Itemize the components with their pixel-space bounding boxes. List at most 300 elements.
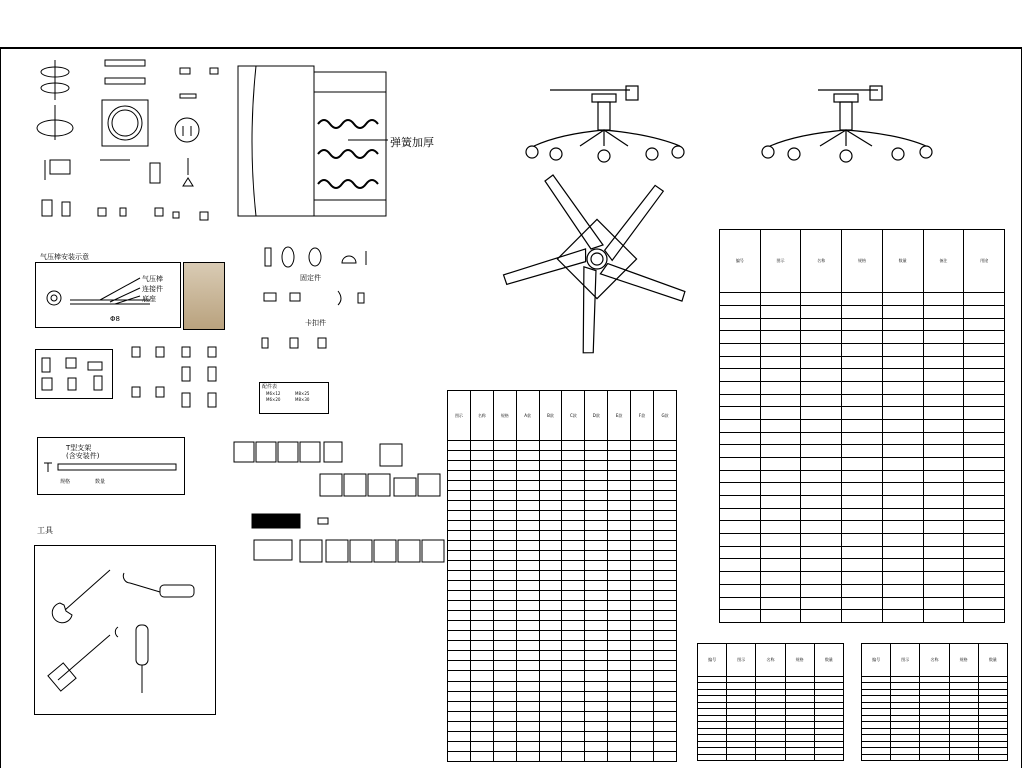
table-row — [720, 293, 1005, 306]
table-header-cell: 备注 — [923, 230, 964, 293]
table-cell — [516, 511, 539, 521]
table-cell — [539, 471, 562, 481]
table-cell — [698, 754, 727, 761]
table-cell — [842, 331, 883, 344]
table-cell — [842, 407, 883, 420]
table-row — [448, 691, 677, 701]
t-bracket-note-2: 数量 — [95, 479, 106, 485]
table-cell — [842, 356, 883, 369]
table-row — [448, 701, 677, 711]
table-cell — [842, 306, 883, 319]
table-cell — [585, 631, 608, 641]
table-cell — [842, 572, 883, 585]
table-cell — [585, 721, 608, 731]
table-cell — [964, 432, 1005, 445]
table-header-cell: E款 — [608, 391, 631, 441]
table-cell — [920, 754, 949, 761]
table-row — [720, 572, 1005, 585]
table-row — [448, 671, 677, 681]
table-cell — [882, 331, 923, 344]
table-cell — [516, 711, 539, 721]
table-cell — [631, 471, 654, 481]
table-cell — [654, 651, 677, 661]
table-cell — [539, 621, 562, 631]
table-cell — [539, 741, 562, 751]
table-cell — [801, 559, 842, 572]
table-cell — [801, 356, 842, 369]
table-cell — [720, 318, 761, 331]
table-cell — [654, 701, 677, 711]
table-cell — [882, 445, 923, 458]
table-cell — [801, 369, 842, 382]
table-cell — [801, 293, 842, 306]
table-cell — [448, 481, 471, 491]
table-cell — [882, 597, 923, 610]
table-cell — [760, 394, 801, 407]
table-cell — [562, 551, 585, 561]
table-cell — [493, 511, 516, 521]
table-cell — [562, 641, 585, 651]
table-cell — [562, 741, 585, 751]
table-cell — [654, 591, 677, 601]
table-cell — [562, 501, 585, 511]
table-cell — [562, 611, 585, 621]
outlet-panels — [232, 438, 442, 568]
chair-base-front-1 — [520, 84, 690, 164]
table-cell — [562, 581, 585, 591]
table-row — [720, 369, 1005, 382]
table-cell — [760, 318, 801, 331]
table-cell — [720, 382, 761, 395]
table-header-cell: 名称 — [756, 644, 785, 677]
table-cell — [923, 483, 964, 496]
table-cell — [720, 407, 761, 420]
table-cell — [760, 407, 801, 420]
table-row — [448, 571, 677, 581]
table-cell — [493, 731, 516, 741]
table-cell — [842, 420, 883, 433]
table-cell — [448, 511, 471, 521]
table-cell — [882, 293, 923, 306]
table-cell — [562, 441, 585, 451]
table-cell — [842, 394, 883, 407]
table-cell — [760, 458, 801, 471]
table-cell — [842, 470, 883, 483]
table-cell — [964, 534, 1005, 547]
table-cell — [882, 420, 923, 433]
table-cell — [964, 546, 1005, 559]
table-cell — [923, 534, 964, 547]
t-bracket-drawing — [40, 462, 180, 474]
table-cell — [470, 511, 493, 521]
table-cell — [470, 621, 493, 631]
table-row — [720, 508, 1005, 521]
table-cell — [493, 621, 516, 631]
table-cell — [585, 581, 608, 591]
table-cell — [654, 721, 677, 731]
table-row — [720, 331, 1005, 344]
table-cell — [585, 541, 608, 551]
table-cell — [470, 481, 493, 491]
table-cell — [882, 496, 923, 509]
table-cell — [539, 711, 562, 721]
table-cell — [801, 470, 842, 483]
table-cell — [923, 394, 964, 407]
table-cell — [720, 306, 761, 319]
table-cell — [470, 731, 493, 741]
table-cell — [654, 481, 677, 491]
table-cell — [516, 451, 539, 461]
table-cell — [516, 531, 539, 541]
table-cell — [448, 741, 471, 751]
table-header-cell: 数量 — [814, 644, 843, 677]
table-cell — [562, 691, 585, 701]
table-cell — [448, 561, 471, 571]
table-cell — [448, 441, 471, 451]
table-cell — [585, 501, 608, 511]
table-cell — [801, 546, 842, 559]
table-cell — [720, 496, 761, 509]
table-cell — [448, 691, 471, 701]
table-cell — [562, 711, 585, 721]
clip-label-2: 卡扣件 — [305, 319, 326, 327]
table-cell — [448, 721, 471, 731]
table-cell — [720, 610, 761, 623]
table-cell — [631, 741, 654, 751]
table-cell — [448, 491, 471, 501]
table-cell — [923, 496, 964, 509]
table-cell — [842, 445, 883, 458]
table-cell — [720, 445, 761, 458]
table-cell — [448, 551, 471, 561]
table-cell — [585, 491, 608, 501]
table-row — [448, 471, 677, 481]
table-cell — [923, 356, 964, 369]
table-cell — [585, 441, 608, 451]
table-row — [720, 534, 1005, 547]
table-cell — [631, 701, 654, 711]
table-cell — [631, 491, 654, 501]
table-cell — [539, 511, 562, 521]
table-cell — [760, 534, 801, 547]
table-cell — [842, 382, 883, 395]
table-cell — [470, 581, 493, 591]
dimension-label: Φ8 — [110, 315, 120, 323]
table-row — [448, 541, 677, 551]
table-cell — [448, 751, 471, 761]
table-row — [862, 754, 1008, 761]
table-cell — [631, 561, 654, 571]
table-header-cell: 名称 — [920, 644, 949, 677]
small-table-row-4: M8×30 — [295, 397, 310, 402]
table-cell — [654, 571, 677, 581]
table-row — [448, 601, 677, 611]
table-cell — [562, 671, 585, 681]
table-cell — [882, 369, 923, 382]
table-row — [448, 661, 677, 671]
table-cell — [654, 751, 677, 761]
table-cell — [470, 631, 493, 641]
table-cell — [631, 661, 654, 671]
table-cell — [923, 318, 964, 331]
table-cell — [562, 451, 585, 461]
table-cell — [585, 751, 608, 761]
table-cell — [516, 591, 539, 601]
table-cell — [493, 541, 516, 551]
table-cell — [654, 601, 677, 611]
table-cell — [608, 541, 631, 551]
table-cell — [785, 754, 814, 761]
table-cell — [801, 496, 842, 509]
table-cell — [539, 531, 562, 541]
table-cell — [516, 491, 539, 501]
table-cell — [493, 441, 516, 451]
table-header-cell: 规格 — [785, 644, 814, 677]
table-cell — [516, 521, 539, 531]
table-cell — [562, 631, 585, 641]
table-cell — [608, 671, 631, 681]
table-cell — [631, 481, 654, 491]
table-cell — [585, 521, 608, 531]
table-cell — [720, 432, 761, 445]
table-cell — [923, 521, 964, 534]
table-cell — [727, 754, 756, 761]
table-row — [448, 751, 677, 761]
table-cell — [760, 369, 801, 382]
table-row — [448, 561, 677, 571]
table-cell — [964, 318, 1005, 331]
table-cell — [516, 581, 539, 591]
table-cell — [964, 344, 1005, 357]
table-cell — [760, 344, 801, 357]
table-cell — [882, 458, 923, 471]
table-cell — [516, 481, 539, 491]
table-cell — [562, 621, 585, 631]
callout-3: 底座 — [142, 295, 156, 303]
middle-parts-table — [447, 390, 677, 762]
table-row — [448, 721, 677, 731]
clip-symbols — [260, 243, 370, 373]
tools-drawing — [40, 555, 210, 705]
table-row — [448, 521, 677, 531]
table-cell — [654, 551, 677, 561]
table-cell — [964, 458, 1005, 471]
table-cell — [842, 318, 883, 331]
table-cell — [801, 318, 842, 331]
table-cell — [608, 681, 631, 691]
table-cell — [448, 661, 471, 671]
table-row — [448, 511, 677, 521]
table-cell — [493, 531, 516, 541]
table-cell — [539, 641, 562, 651]
table-cell — [720, 369, 761, 382]
table-row — [448, 451, 677, 461]
table-cell — [448, 651, 471, 661]
table-cell — [882, 470, 923, 483]
table-cell — [585, 451, 608, 461]
table-cell — [801, 445, 842, 458]
table-cell — [448, 581, 471, 591]
table-cell — [539, 611, 562, 621]
table-cell — [801, 432, 842, 445]
table-cell — [493, 711, 516, 721]
table-header-cell: 用途 — [964, 230, 1005, 293]
table-cell — [539, 661, 562, 671]
table-cell — [631, 751, 654, 761]
table-cell — [493, 741, 516, 751]
table-header-cell: C款 — [562, 391, 585, 441]
table-cell — [882, 508, 923, 521]
table-cell — [585, 531, 608, 541]
table-cell — [801, 508, 842, 521]
hardware-symbols — [30, 60, 230, 250]
table-cell — [448, 451, 471, 461]
table-cell — [585, 511, 608, 521]
table-cell — [562, 561, 585, 571]
table-row — [720, 382, 1005, 395]
spring-label: 弹簧加厚 — [390, 136, 434, 149]
table-header-cell: 图示 — [448, 391, 471, 441]
table-cell — [493, 471, 516, 481]
table-cell — [654, 631, 677, 641]
table-cell — [923, 432, 964, 445]
table-cell — [585, 701, 608, 711]
table-cell — [608, 511, 631, 521]
table-cell — [654, 611, 677, 621]
table-cell — [964, 470, 1005, 483]
table-cell — [923, 559, 964, 572]
table-cell — [562, 721, 585, 731]
table-cell — [720, 458, 761, 471]
table-cell — [585, 661, 608, 671]
table-cell — [562, 661, 585, 671]
table-cell — [978, 754, 1007, 761]
table-cell — [448, 501, 471, 511]
table-cell — [493, 561, 516, 571]
table-cell — [539, 581, 562, 591]
table-cell — [493, 611, 516, 621]
table-cell — [493, 491, 516, 501]
table-header-cell: 名称 — [801, 230, 842, 293]
table-cell — [516, 751, 539, 761]
table-cell — [882, 356, 923, 369]
table-cell — [493, 501, 516, 511]
table-row — [448, 461, 677, 471]
table-cell — [720, 331, 761, 344]
table-cell — [654, 451, 677, 461]
table-cell — [923, 470, 964, 483]
table-cell — [964, 394, 1005, 407]
table-cell — [760, 521, 801, 534]
callout-1: 气压棒 — [142, 275, 163, 283]
table-cell — [539, 691, 562, 701]
table-cell — [470, 721, 493, 731]
table-cell — [842, 508, 883, 521]
table-cell — [516, 441, 539, 451]
table-cell — [585, 641, 608, 651]
table-cell — [654, 581, 677, 591]
table-cell — [516, 551, 539, 561]
table-cell — [631, 631, 654, 641]
table-cell — [608, 711, 631, 721]
t-bracket-title: T型支架 — [66, 444, 92, 452]
table-cell — [562, 601, 585, 611]
table-cell — [539, 501, 562, 511]
table-cell — [801, 572, 842, 585]
table-cell — [964, 483, 1005, 496]
table-cell — [654, 441, 677, 451]
table-cell — [842, 521, 883, 534]
small-table-row-2: M6×20 — [266, 397, 281, 402]
right-parts-table — [719, 229, 1005, 623]
table-cell — [720, 293, 761, 306]
table-cell — [842, 293, 883, 306]
table-cell — [720, 483, 761, 496]
table-cell — [964, 306, 1005, 319]
table-cell — [585, 601, 608, 611]
table-cell — [654, 541, 677, 551]
table-cell — [882, 394, 923, 407]
table-cell — [720, 356, 761, 369]
table-cell — [631, 601, 654, 611]
table-cell — [801, 420, 842, 433]
table-cell — [562, 511, 585, 521]
table-cell — [801, 521, 842, 534]
table-cell — [608, 451, 631, 461]
table-cell — [470, 611, 493, 621]
table-cell — [493, 701, 516, 711]
table-cell — [760, 356, 801, 369]
table-cell — [470, 601, 493, 611]
table-cell — [631, 451, 654, 461]
table-cell — [923, 407, 964, 420]
table-row — [448, 501, 677, 511]
table-cell — [964, 369, 1005, 382]
table-cell — [493, 451, 516, 461]
table-cell — [608, 621, 631, 631]
table-cell — [493, 691, 516, 701]
table-cell — [608, 611, 631, 621]
table-cell — [654, 731, 677, 741]
table-cell — [654, 691, 677, 701]
table-cell — [882, 407, 923, 420]
table-row — [448, 551, 677, 561]
table-cell — [448, 671, 471, 681]
table-cell — [608, 641, 631, 651]
table-cell — [516, 731, 539, 741]
table-cell — [608, 731, 631, 741]
table-cell — [562, 701, 585, 711]
table-cell — [493, 651, 516, 661]
table-header-cell: 编号 — [862, 644, 891, 677]
table-cell — [631, 591, 654, 601]
table-cell — [493, 661, 516, 671]
table-cell — [608, 591, 631, 601]
bottom-right-table — [861, 643, 1008, 761]
table-cell — [842, 534, 883, 547]
table-cell — [448, 601, 471, 611]
table-cell — [760, 382, 801, 395]
table-cell — [631, 621, 654, 631]
table-cell — [470, 491, 493, 501]
table-cell — [720, 521, 761, 534]
table-cell — [562, 681, 585, 691]
table-cell — [760, 508, 801, 521]
table-cell — [760, 559, 801, 572]
table-cell — [631, 531, 654, 541]
table-cell — [516, 541, 539, 551]
table-cell — [448, 681, 471, 691]
